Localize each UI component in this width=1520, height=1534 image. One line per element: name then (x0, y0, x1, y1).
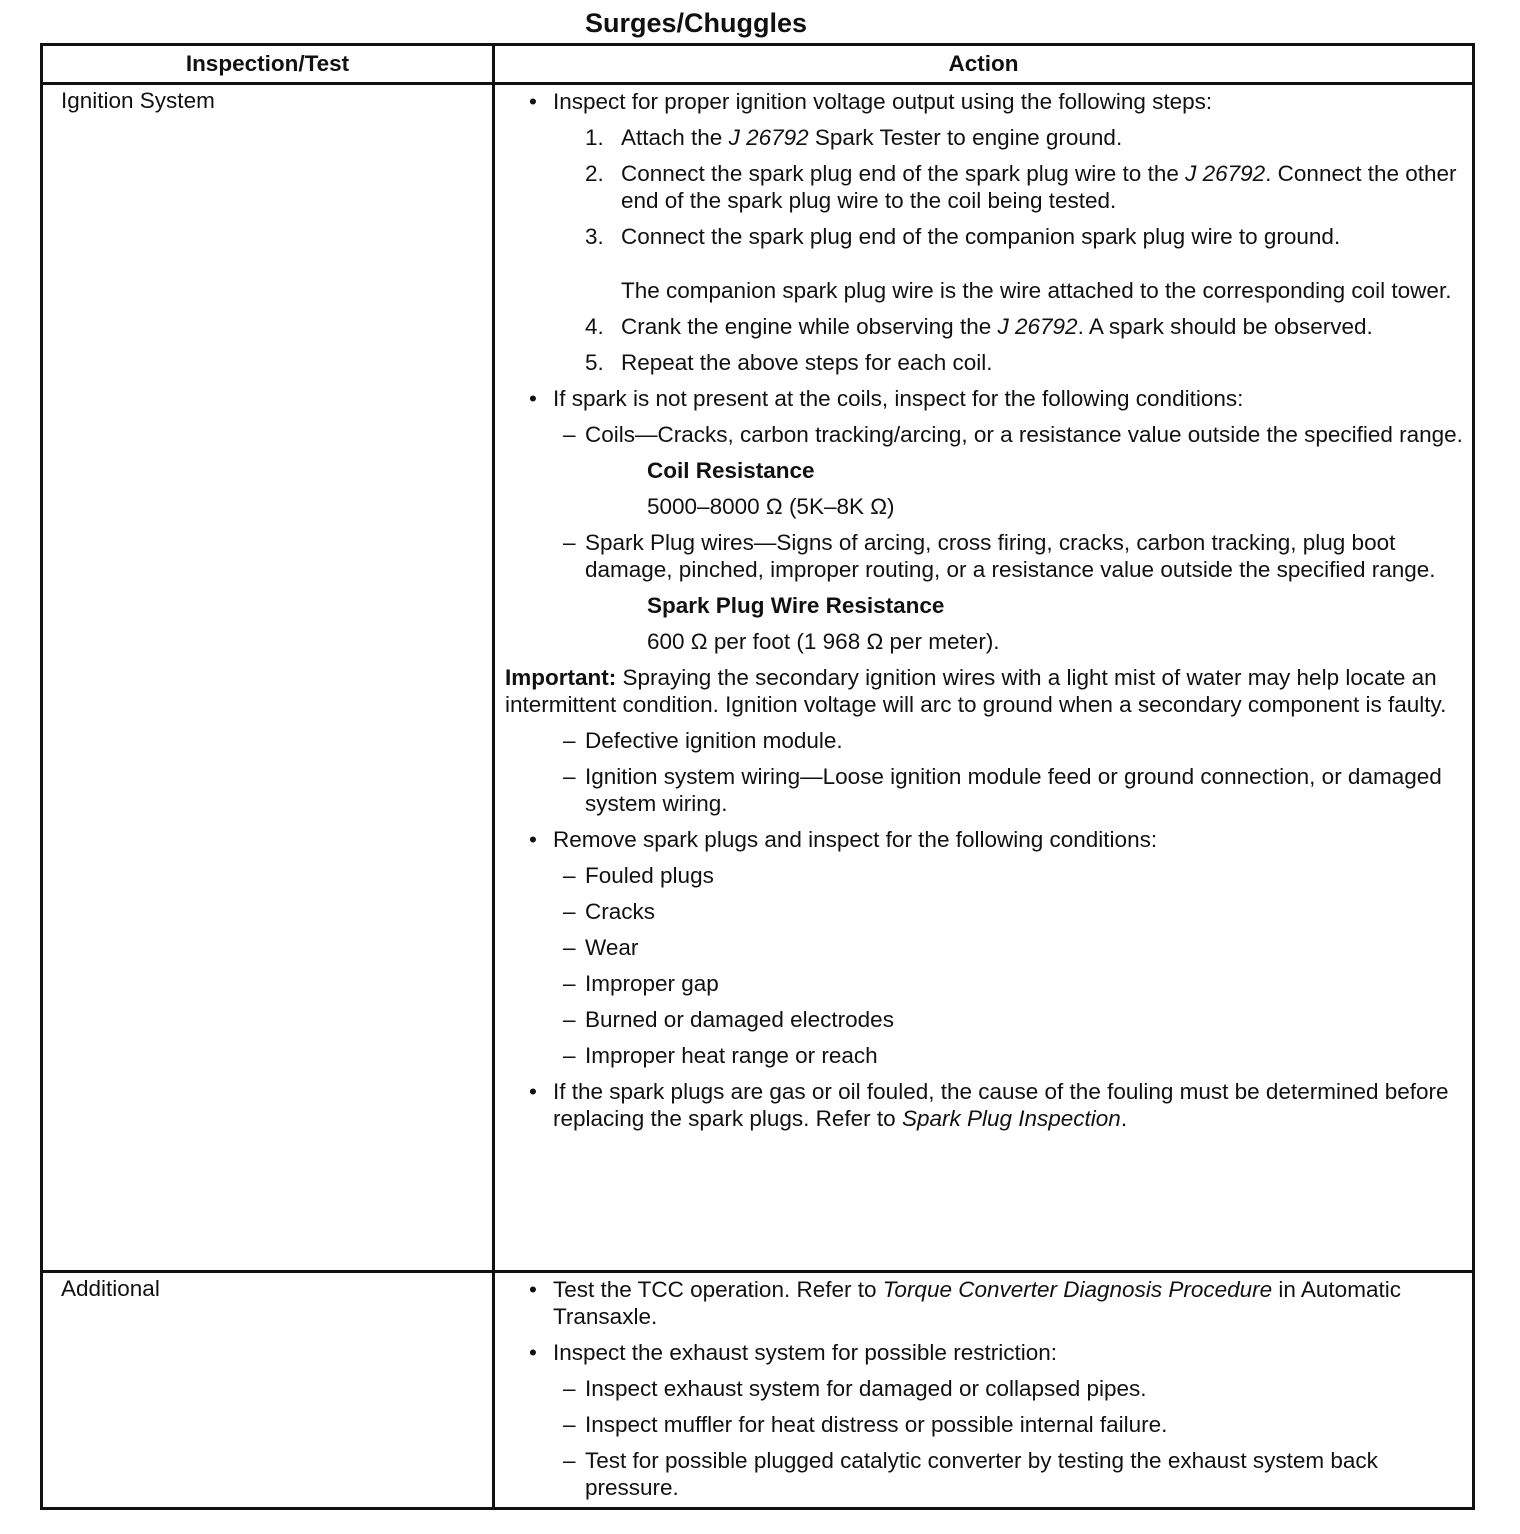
item-text: Improper heat range or reach (585, 1043, 878, 1068)
list-item (495, 88, 1464, 115)
dash-marker: – (563, 1007, 576, 1032)
step-number: 4. (585, 314, 604, 339)
item-text: Spark Tester to engine ground. (808, 125, 1123, 150)
column-header-action: Action (494, 45, 1474, 84)
column-header-inspection: Inspection/Test (42, 45, 494, 84)
step-number: 2. (585, 161, 604, 186)
dash-marker: – (563, 1376, 576, 1401)
item-text: Burned or damaged electrodes (585, 1007, 894, 1032)
list-item (495, 934, 1464, 961)
dash-marker: – (563, 971, 576, 996)
item-text: Inspect muffler for heat distress or possible internal failure. (585, 1412, 1168, 1437)
item-text: in Automatic Transaxle. (553, 1277, 1401, 1329)
important-note (495, 664, 1464, 718)
item-text: Test the TCC operation. Refer to (553, 1277, 883, 1302)
tool-reference: J 26792 (997, 314, 1078, 339)
list-item (495, 1276, 1464, 1330)
spec-value: 600 Ω per foot (1 968 Ω per meter). (647, 629, 1000, 654)
list-item (495, 898, 1464, 925)
item-text: Inspect the exhaust system for possible restriction: (553, 1340, 1057, 1365)
list-item (495, 529, 1464, 583)
item-text: Fouled plugs (585, 863, 714, 888)
bullet-marker: • (529, 1079, 537, 1104)
list-item (495, 727, 1464, 754)
list-item (495, 1006, 1464, 1033)
item-text: . (1120, 1106, 1128, 1131)
row-label: Additional (42, 1272, 494, 1509)
step-note: The companion spark plug wire is the wire attached to the corresponding coil tower. (621, 278, 1452, 303)
important-text: Spraying the secondary ignition wires with a light mist of water may help locate an intermittent condition. Ignition voltage will arc to ground when a secondary component is faulty. (505, 665, 1447, 717)
dash-marker: – (563, 899, 576, 924)
item-text: . Connect the other end of the spark plug wire to the coil being tested. (621, 161, 1457, 213)
list-item (495, 862, 1464, 889)
item-text: Repeat the above steps for each coil. (621, 350, 993, 375)
list-item (495, 223, 1464, 250)
list-item (495, 826, 1464, 853)
action-cell (494, 1272, 1474, 1509)
tool-reference: J 26792 (1185, 161, 1266, 186)
row-label: Ignition System (42, 84, 494, 1272)
tool-reference: J 26792 (728, 125, 809, 150)
list-item (495, 421, 1464, 448)
bullet-marker: • (529, 1277, 537, 1302)
list-item (495, 1078, 1464, 1132)
item-text: Coils—Cracks, carbon tracking/arcing, or a resistance value outside the specified range. (585, 422, 1463, 447)
dash-marker: – (563, 1448, 576, 1473)
page-title: Surges/Chuggles (584, 8, 808, 38)
list-item (495, 1447, 1464, 1501)
list-item (495, 763, 1464, 817)
procedure-reference: Torque Converter Diagnosis Procedure (882, 1277, 1273, 1302)
bullet-marker: • (529, 1340, 537, 1365)
list-item (495, 1339, 1464, 1366)
item-text: Ignition system wiring—Loose ignition module feed or ground connection, or damaged system wiring. (585, 764, 1442, 816)
spec-title-text: Coil Resistance (647, 458, 815, 483)
item-text: If spark is not present at the coils, inspect for the following conditions: (553, 386, 1244, 411)
table-row (42, 1272, 1474, 1509)
item-text: Attach the (621, 125, 729, 150)
dash-marker: – (563, 1043, 576, 1068)
item-text: Wear (585, 935, 639, 960)
list-item (495, 1411, 1464, 1438)
list-item (495, 1375, 1464, 1402)
spec-title (495, 592, 1464, 619)
list-item (495, 970, 1464, 997)
item-text: Connect the spark plug end of the spark plug wire to the (621, 161, 1186, 186)
diagnosis-table (40, 43, 1475, 1510)
item-text: Crank the engine while observing the (621, 314, 998, 339)
item-text: Defective ignition module. (585, 728, 843, 753)
step-number: 3. (585, 224, 604, 249)
spec-title (495, 457, 1464, 484)
step-number: 5. (585, 350, 604, 375)
item-text: . A spark should be observed. (1077, 314, 1373, 339)
dash-marker: – (563, 935, 576, 960)
item-text: Connect the spark plug end of the companion spark plug wire to ground. (621, 224, 1341, 249)
item-text: Inspect exhaust system for damaged or collapsed pipes. (585, 1376, 1147, 1401)
item-text: Inspect for proper ignition voltage output using the following steps: (553, 89, 1213, 114)
list-item (495, 349, 1464, 376)
list-item (495, 1042, 1464, 1069)
item-text: Remove spark plugs and inspect for the following conditions: (553, 827, 1158, 852)
important-label: Important: (505, 665, 617, 690)
item-text: Cracks (585, 899, 656, 924)
action-cell (494, 84, 1474, 1272)
procedure-reference: Spark Plug Inspection (901, 1106, 1121, 1131)
item-text: Spark Plug wires—Signs of arcing, cross firing, cracks, carbon tracking, plug boot damage, pinched, improper routing, or a resistance value outside the specified range. (585, 530, 1436, 582)
dash-marker: – (563, 422, 576, 447)
step-number: 1. (585, 125, 604, 150)
dash-marker: – (563, 1412, 576, 1437)
header-row (42, 45, 1474, 84)
bullet-marker: • (529, 386, 537, 411)
dash-marker: – (563, 863, 576, 888)
bullet-marker: • (529, 89, 537, 114)
table-row (42, 84, 1474, 1272)
list-item (495, 160, 1464, 214)
item-text: Test for possible plugged catalytic converter by testing the exhaust system back pressure. (585, 1448, 1378, 1500)
bullet-marker: • (529, 827, 537, 852)
spec-value: 5000–8000 Ω (5K–8K Ω) (647, 494, 895, 519)
item-text: If the spark plugs are gas or oil fouled, the cause of the fouling must be determined before replacing the spark plugs. Refer to (553, 1079, 1449, 1131)
dash-marker: – (563, 764, 576, 789)
spec-title-text: Spark Plug Wire Resistance (647, 593, 945, 618)
list-item (495, 385, 1464, 412)
list-item (495, 313, 1464, 340)
item-text: Improper gap (585, 971, 719, 996)
dash-marker: – (563, 530, 576, 555)
list-item (495, 124, 1464, 151)
dash-marker: – (563, 728, 576, 753)
